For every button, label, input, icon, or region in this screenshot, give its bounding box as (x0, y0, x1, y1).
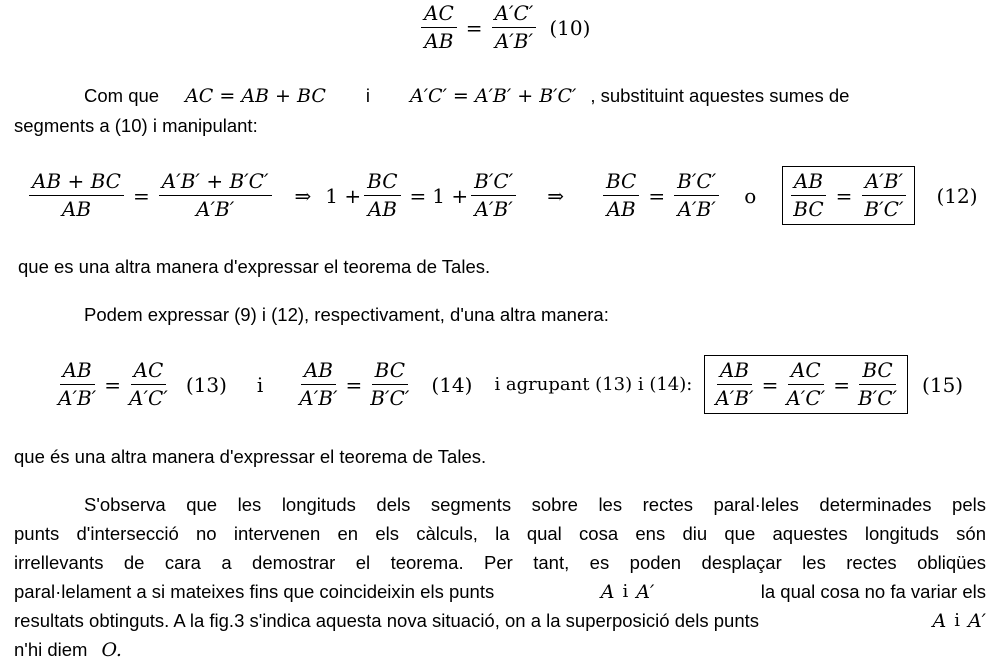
boxed-result-15 (704, 355, 908, 414)
equals-sign: = (345, 372, 363, 397)
paragraph-s-observa-line-4 (14, 580, 986, 604)
equation-13-14-15 (52, 355, 963, 414)
paragraph-s-observa-line-2: punts d'intersecció no intervenen en els càlculs, la qual cosa ens diu que aquestes longituds són (14, 523, 986, 544)
numerator: AC (421, 2, 457, 28)
denominator: B′C′ (857, 386, 898, 410)
fraction-ab-a-b-prime (55, 359, 99, 410)
fraction-a-c-prime-a-b-prime (492, 2, 537, 53)
paragraph-s-observa-line-3: irrellevants de cara a demostrar el teorema. Per tant, es poden desplaçar les rectes obliqües (14, 552, 986, 573)
denominator: A′B′ (474, 197, 513, 221)
fraction-ab-a-b-prime (296, 359, 340, 410)
fraction-a-b-prime-plus-b-c-prime (159, 170, 272, 221)
fraction-bc-b-c-prime (855, 359, 900, 410)
text-segment: resultats obtinguts. A la fig.3 s'indica aquesta nova situació, on a la superposició dels punts (14, 610, 760, 631)
math-a: A (932, 610, 947, 632)
equals-sign: = (104, 372, 121, 397)
text-i: i (954, 610, 960, 631)
fraction-ab-a-b-prime (712, 359, 756, 410)
paragraph-s-observa-line-1: S'observa que les longituds dels segments sobre les rectes paral·leles determinades pels (84, 494, 986, 515)
equals-sign: = (835, 183, 853, 208)
numerator: A′C′ (492, 2, 537, 28)
denominator: AB (367, 197, 397, 221)
paragraph-s-observa-line-5 (14, 609, 986, 633)
numerator: AB (301, 359, 336, 385)
numerator: B′C′ (674, 170, 719, 196)
inline-math-a-i-a-prime (601, 580, 655, 604)
fraction-b-c-prime-a-b-prime (674, 170, 719, 221)
numerator: AB (60, 359, 95, 385)
fraction-ab-plus-bc (29, 170, 124, 221)
math-ac-sum: AC = AB + BC (185, 85, 326, 107)
fraction-a-b-prime-b-c-prime (861, 170, 906, 221)
text-segment: n'hi diem (14, 639, 88, 660)
math-a-prime: A′ (636, 581, 655, 603)
equation-tag-13: (13) (185, 372, 227, 397)
math-a-c-prime-sum: A′C′ = A′B′ + B′C′ (410, 85, 577, 107)
fraction-bc-ab (603, 170, 639, 221)
fraction-bc-b-c-prime (367, 359, 412, 410)
math-o: O. (101, 639, 122, 661)
text-segment: la qual cosa no fa variar els (760, 581, 986, 602)
equation-tag-10: (10) (549, 15, 591, 40)
denominator: BC (793, 197, 824, 221)
math-a: A (600, 581, 615, 603)
word-o: o (744, 183, 757, 208)
equals-sign: = (833, 372, 850, 397)
math-a-prime: A′ (967, 610, 986, 632)
numerator: BC (372, 359, 408, 385)
numerator: B′C′ (471, 170, 516, 196)
text-i: i (365, 85, 370, 106)
paragraph-altra-manera-2: que és una altra manera d'expressar el teorema de Tales. (14, 446, 487, 467)
equals-sign: = (132, 183, 150, 208)
numerator: AC (788, 359, 824, 385)
denominator: A′B′ (715, 386, 754, 410)
denominator: A′B′ (494, 29, 534, 53)
denominator: A′B′ (196, 197, 235, 221)
denominator: A′B′ (677, 197, 716, 221)
denominator: B′C′ (864, 197, 904, 221)
text-com-que: Com que (84, 85, 160, 106)
fraction-b-c-prime-a-b-prime (471, 170, 516, 221)
numerator: A′B′ (862, 170, 906, 196)
one-plus: 1 + (432, 183, 469, 208)
numerator: AB (791, 170, 826, 196)
equation-tag-12: (12) (936, 183, 978, 208)
equation-10 (418, 2, 590, 53)
numerator: BC (603, 170, 639, 196)
paragraph-podem-expressar: Podem expressar (9) i (12), respectivament, d'una altra manera: (84, 304, 609, 325)
numerator: AB (717, 359, 752, 385)
paragraph-com-que-line-2: segments a (10) i manipulant: (14, 115, 258, 136)
paragraph-com-que (84, 84, 986, 108)
denominator: B′C′ (370, 386, 410, 410)
fraction-ac-ab (421, 2, 457, 53)
denominator: A′B′ (299, 386, 338, 410)
equation-tag-15: (15) (922, 372, 964, 397)
inline-math-a-i-a-prime (932, 609, 986, 633)
equation-12 (26, 166, 978, 225)
equals-sign: = (465, 15, 483, 40)
equals-sign: = (409, 183, 427, 208)
numerator: AC (131, 359, 167, 385)
numerator: A′B′ + B′C′ (159, 170, 272, 196)
fraction-ac-a-c-prime (783, 359, 828, 410)
numerator: AB + BC (29, 170, 124, 196)
equation-tag-14: (14) (431, 372, 473, 397)
implies-arrow: ⇒ (547, 183, 564, 208)
equals-sign: = (761, 372, 779, 397)
text-substituint: , substituint aquestes sumes de (590, 85, 850, 106)
equals-sign: = (648, 183, 666, 208)
denominator: AB (606, 197, 636, 221)
text-segment: paral·lelament a si mateixes fins que coincideixin els punts (14, 581, 495, 602)
denominator: A′B′ (58, 386, 97, 410)
paragraph-s-observa-line-6 (14, 638, 122, 662)
paragraph-altra-manera: que es una altra manera d'expressar el teorema de Tales. (18, 256, 491, 277)
numerator: BC (859, 359, 895, 385)
denominator: AB (424, 29, 454, 53)
boxed-result-12 (782, 166, 914, 225)
text-i-agrupant: i agrupant (13) i (14): (494, 374, 693, 395)
denominator: A′C′ (129, 386, 168, 410)
fraction-ac-a-c-prime (126, 359, 171, 410)
implies-arrow: ⇒ (294, 183, 312, 208)
numerator: BC (364, 170, 400, 196)
fraction-ab-bc (790, 170, 826, 221)
word-i: i (256, 372, 264, 397)
one-plus: 1 + (325, 183, 362, 208)
denominator: AB (61, 197, 92, 221)
fraction-bc-ab (364, 170, 400, 221)
text-i: i (622, 581, 629, 602)
denominator: A′C′ (786, 386, 826, 410)
